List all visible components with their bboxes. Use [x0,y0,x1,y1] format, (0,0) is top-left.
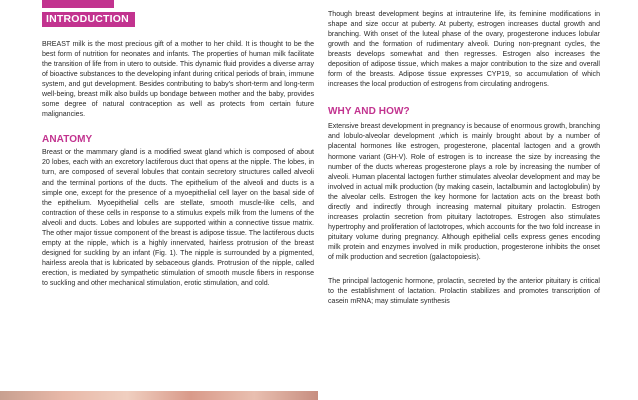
left-column [42,40,314,289]
right-column [328,10,600,307]
introduction-heading-box [42,9,135,30]
header-accent-bar [42,0,114,8]
why-and-how-heading: WHY AND HOW? [328,106,410,118]
anatomy-heading: ANATOMY [42,134,93,146]
figure-photo-edge [0,391,318,400]
introduction-heading: INTRODUCTION [42,12,135,27]
introduction-paragraph: BREAST milk is the most precious gift of a mother to her child. It is thought to be the best form of nutrition for neonates and infants. The properties of human milk facilitate the transition of life from in utero to outside. This dynamic fluid provides a diverse array of bioactive substances to the developing infant during critical periods of brain, immune system, and gut development. Besides contributing to baby's short-term and long-term well-being, breast milk also builds up bondage between mother and the baby, provides some degree of natural contraception as well as protects from certain future malignancies. [42,41,314,119]
why-and-how-paragraph: Extensive breast development in pregnancy is because of enormous growth, branching and lobulo-alveolar development ,which is mainly brought about by a number of placental hormones like estrogen, progesterone, placental lactogen and a growth hormone variant (GH-V). Role of estrogen is to increase the size by increasing the number of the ducts whereas progesterone plays a role by increasing the number of alveoli. Human placental lactogen further stimulates alveolar development and may be involved in actual milk production (by making casein, lactalbumin and lactoglobulin) by the alveolar cells. Estrogen the key hormone for lactation acts on the breast both directly and indirectly through increasing maternal pituitary prolactin. Estrogen increases prolactin secretion from pituitary lactotropes. Estrogen also stimulates hypertrophy and proliferation of lactotropes, which accounts for the two fold increase in pituitary volume during pregnancy. Although epithelial cells express genes encoding milk protein and enzymes involved in milk production, progesterone inhibits the onset of milk production and secretion (galactopoiesis). [328,123,600,261]
prolactin-paragraph: The principal lactogenic hormone, prolactin, secreted by the anterior pituitary is critical to the establishment of lactation. Prolactin stabilizes and promotes transcription of casein mRNA; may stimulate synthesis [328,278,600,306]
anatomy-paragraph: Breast or the mammary gland is a modified sweat gland which is composed of about 20 lobes, each with an excretory lactiferous duct that opens at the nipple. The lobes, in turn, are composed of several lobules that contain secretory structures called alveoli and the terminal portions of the ducts. The epithelium of the alveoli and ducts is a simple one, except for the presence of a myoepithelial cell layer on the basal side of the epithelium. Myoepithelial cells are stellate, smooth muscle-like cells, and contraction of these cells in response to a stimulus expels milk from the lumens of the alveoli and ducts. Lobes and lobules are supported within a connective tissue matrix. The other major tissue component of the breast is adipose tissue. The lactiferous ducts empty at the nipple, which is a highly innervated, hairless protrusion of the breast designed for suckling by an infant (Fig. 1). The nipple is surrounded by a pigmented, hairless areola that is lubricated by sebaceous glands. Protrusion of the nipple, called erection, is mediated by sympathetic stimulation of smooth muscle fibers in response to suckling and other mechanical stimulation, erotic stimulation, and cold. [42,149,314,287]
development-paragraph: Though breast development begins at intrauterine life, its feminine modifications in shape and size occur at puberty. At puberty, estrogen increases ductal growth and branching. With onset of the luteal phase of the ovary, progesterone induces lobular growth and the formation of rudimentary alveoli. During non-pregnant cycles, the breasts develops somewhat and then regresses. Estrogen also increases the deposition of adipose tissue, which makes a major contribution to the size and overall form of the breasts. Adipose tissue expresses CYP19, so accumulation of which increases the local production of estrogens from circulating androgens. [328,11,600,89]
